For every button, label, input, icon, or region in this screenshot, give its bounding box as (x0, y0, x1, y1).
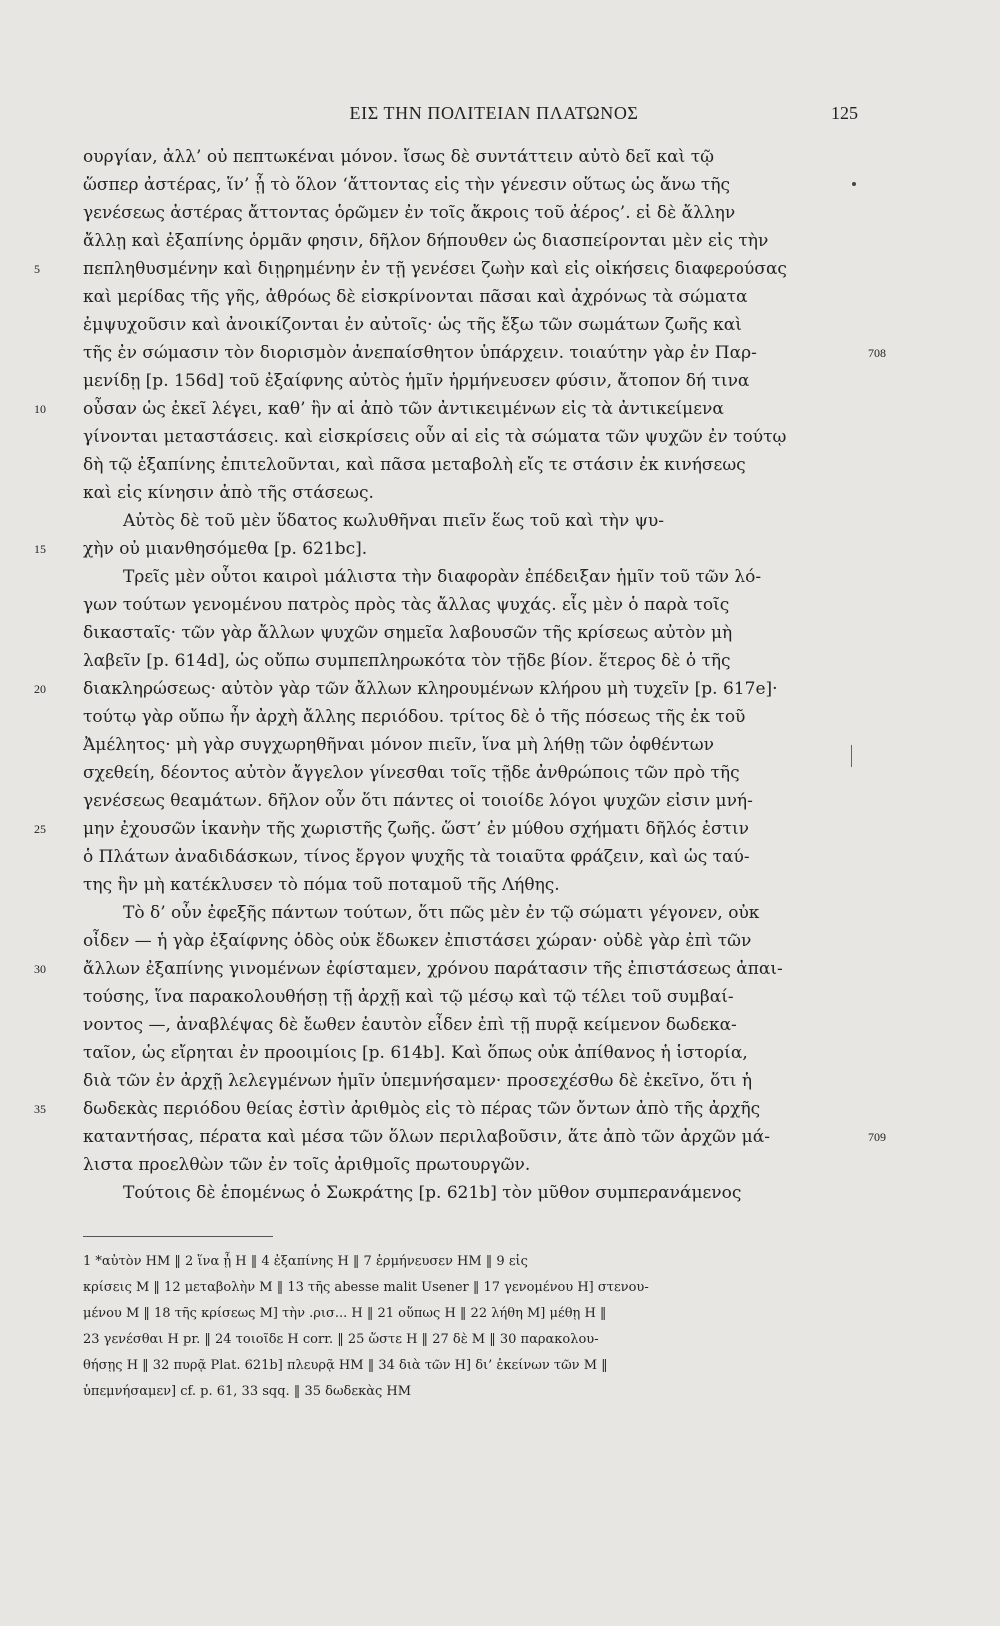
text-line: οὖσαν ὡς ἐκεῖ λέγει, καθ’ ἣν αἱ ἀπὸ τῶν ἀντικειμένων εἰς τὰ ἀντικείμενα (83, 399, 724, 419)
text-line: Τούτοις δὲ ἑπομένως ὁ Σωκράτης [p. 621b] τὸν μῦθον συμπερανάμενος (123, 1183, 742, 1203)
text-line: λαβεῖν [p. 614d], ὡς οὔπω συμπεπληρωκότα τὸν τῇδε βίον. ἕτερος δὲ ὁ τῆς (83, 651, 731, 671)
text-line: ὥσπερ ἀστέρας, ἵν’ ᾖ τὸ ὅλον ‘ἄττοντας εἰς τὴν γένεσιν οὕτως ὡς ἄνω τῆς (83, 175, 731, 195)
footnote-line: κρίσεις M ‖ 12 μεταβολὴν M ‖ 13 τῆς abesse malit Usener ‖ 17 γενομένου H] στενου- (83, 1280, 649, 1295)
text-line: Ἀμέλητος· μὴ γὰρ συγχωρηθῆναι μόνον πιεῖν, ἵνα μὴ λήθῃ τῶν ὀφθέντων (83, 735, 714, 755)
margin-reference: 709 (868, 1130, 886, 1144)
text-line: καὶ μερίδας τῆς γῆς, ἀθρόως δὲ εἰσκρίνονται πᾶσαι καὶ ἀχρόνως τὰ σώματα (83, 287, 748, 307)
footnote-line: 23 γενέσθαι H pr. ‖ 24 τοιοῖδε H corr. ‖ 25 ὥστε H ‖ 27 δὲ M ‖ 30 παρακολου- (83, 1332, 599, 1347)
line-number: 15 (34, 542, 46, 556)
text-line: γενέσεως θεαμάτων. δῆλον οὖν ὅτι πάντες οἱ τοιοίδε λόγοι ψυχῶν εἰσιν μνή- (83, 791, 753, 811)
text-line: σχεθείη, δέοντος αὐτὸν ἄγγελον γίνεσθαι τοῖς τῇδε ἀνθρώποις τῶν πρὸ τῆς (83, 763, 740, 783)
text-line: ἐμψυχοῦσιν καὶ ἀνοικίζονται ἐν αὐτοῖς· ὡς τῆς ἔξω τῶν σωμάτων ζωῆς καὶ (83, 315, 742, 335)
text-line: ταῖον, ὡς εἴρηται ἐν προοιμίοις [p. 614b]. Καὶ ὅπως οὐκ ἀπίθανος ἡ ἱστορία, (83, 1043, 748, 1063)
text-line: ουργίαν, ἀλλ’ οὐ πεπτωκέναι μόνον. ἴσως δὲ συντάττειν αὐτὸ δεῖ καὶ τῷ (83, 147, 714, 167)
margin-reference: 708 (868, 346, 886, 360)
line-number: 30 (34, 962, 46, 976)
footnote-line: 1 *αὑτὸν HM ‖ 2 ἵνα ᾖ H ‖ 4 ἐξαπίνης H ‖ 7 ἑρμήνευσεν HM ‖ 9 εἰς (83, 1254, 528, 1269)
text-line: δικασταῖς· τῶν γὰρ ἄλλων ψυχῶν σημεῖα λαβουσῶν τῆς κρίσεως αὐτὸν μὴ (83, 623, 733, 643)
line-number: 20 (34, 682, 46, 696)
text-line: χὴν οὐ μιανθησόμεθα [p. 621bc]. (83, 539, 368, 559)
text-line: ἄλλῃ καὶ ἐξαπίνης ὁρμᾶν φησιν, δῆλον δήπουθεν ὡς διασπείρονται μὲν εἰς τὴν (83, 231, 769, 251)
footnote-rule (83, 1236, 273, 1237)
running-head: ΕΙΣ ΤΗΝ ΠΟΛΙΤΕΙΑΝ ΠΛΑΤΩΝΟΣ (349, 103, 639, 123)
text-line: γίνονται μεταστάσεις. καὶ εἰσκρίσεις οὖν αἱ εἰς τὰ σώματα τῶν ψυχῶν ἐν τούτῳ (83, 427, 787, 447)
line-number: 10 (34, 402, 46, 416)
page-number: 125 (831, 103, 858, 123)
text-line: ὁ Πλάτων ἀναδιδάσκων, τίνος ἔργον ψυχῆς τὰ τοιαῦτα φράζειν, καὶ ὡς ταύ- (83, 847, 750, 867)
text-line: δωδεκὰς περιόδου θείας ἐστὶν ἀριθμὸς εἰς τὸ πέρας τῶν ὄντων ἀπὸ τῆς ἀρχῆς (83, 1099, 761, 1119)
text-line: γων τούτων γενομένου πατρὸς πρὸς τὰς ἄλλας ψυχάς. εἷς μὲν ὁ παρὰ τοῖς (83, 595, 730, 615)
text-line: Τρεῖς μὲν οὗτοι καιροὶ μάλιστα τὴν διαφορὰν ἐπέδειξαν ἡμῖν τοῦ τῶν λό- (123, 567, 762, 587)
text-line: γενέσεως ἀστέρας ἄττοντας ὁρῶμεν ἐν τοῖς ἄκροις τοῦ ἀέρος’. εἰ δὲ ἄλλην (83, 203, 736, 223)
text-line: τῆς ἐν σώμασιν τὸν διορισμὸν ἀνεπαίσθητον ὑπάρχειν. τοιαύτην γὰρ ἐν Παρ- (83, 343, 757, 363)
text-line: της ἣν μὴ κατέκλυσεν τὸ πόμα τοῦ ποταμοῦ τῆς Λήθης. (83, 875, 560, 895)
line-number: 35 (34, 1102, 46, 1116)
line-number: 25 (34, 822, 46, 836)
text-line: μην ἐχουσῶν ἱκανὴν τῆς χωριστῆς ζωῆς. ὥστ’ ἐν μύθου σχήματι δῆλός ἐστιν (83, 819, 749, 839)
text-line: Αὐτὸς δὲ τοῦ μὲν ὕδατος κωλυθῆναι πιεῖν ἕως τοῦ καὶ τὴν ψυ- (123, 511, 664, 531)
text-line: οἶδεν — ἡ γὰρ ἐξαίφνης ὁδὸς οὐκ ἔδωκεν ἐπιστάσει χώραν· οὐδὲ γὰρ ἐπὶ τῶν (83, 931, 752, 951)
text-line: νοντος —, ἀναβλέψας δὲ ἔωθεν ἑαυτὸν εἶδεν ἐπὶ τῇ πυρᾷ κείμενον δωδεκα- (83, 1015, 737, 1035)
text-line: μενίδῃ [p. 156d] τοῦ ἐξαίφνης αὐτὸς ἡμῖν ἡρμήνευσεν φύσιν, ἄτοπον δή τινα (83, 371, 750, 391)
text-line: δὴ τῷ ἐξαπίνης ἐπιτελοῦνται, καὶ πᾶσα μεταβολὴ εἴς τε στάσιν ἐκ κινήσεως (83, 455, 746, 475)
text-line: Τὸ δ’ οὖν ἐφεξῆς πάντων τούτων, ὅτι πῶς μὲν ἐν τῷ σώματι γέγονεν, οὐκ (123, 903, 760, 923)
line-number: 5 (34, 262, 40, 276)
footnote-line: μένου M ‖ 18 τῆς κρίσεως M] τὴν .ρισ... H ‖ 21 οὕπως H ‖ 22 λήθη M] μέθῃ H ‖ (83, 1306, 607, 1321)
text-line: τούτῳ γὰρ οὔπω ἦν ἀρχὴ ἄλλης περιόδου. τρίτος δὲ ὁ τῆς πόσεως τῆς ἐκ τοῦ (83, 707, 746, 727)
text-line: καὶ εἰς κίνησιν ἀπὸ τῆς στάσεως. (83, 483, 374, 503)
text-line: διὰ τῶν ἐν ἀρχῇ λελεγμένων ἡμῖν ὑπεμνήσαμεν· προσεχέσθω δὲ ἐκεῖνο, ὅτι ἡ (83, 1071, 753, 1091)
text-line: διακληρώσεως· αὐτὸν γὰρ τῶν ἄλλων κληρουμένων κλήρου μὴ τυχεῖν [p. 617e]· (83, 679, 778, 699)
footnote-line: ὑπεμνήσαμεν] cf. p. 61, 33 sqq. ‖ 35 δωδεκὰς HM (83, 1384, 412, 1399)
text-line: ἄλλων ἐξαπίνης γινομένων ἐφίσταμεν, χρόνου παράτασιν τῆς ἐπιστάσεως ἀπαι- (83, 959, 783, 979)
text-line: τούσης, ἵνα παρακολουθήσῃ τῇ ἀρχῇ καὶ τῷ μέσῳ καὶ τῷ τέλει τοῦ συμβαί- (83, 987, 734, 1007)
text-line: λιστα προελθὼν τῶν ἐν τοῖς ἀριθμοῖς πρωτουργῶν. (83, 1155, 531, 1175)
text-line: πεπληθυσμένην καὶ διῃρημένην ἐν τῇ γενέσει ζωὴν καὶ εἰς οἰκήσεις διαφερούσας (83, 259, 787, 279)
text-line: καταντήσας, πέρατα καὶ μέσα τῶν ὅλων περιλαβοῦσιν, ἅτε ἀπὸ τῶν ἀρχῶν μά- (83, 1127, 770, 1147)
footnote-line: θήσῃς H ‖ 32 πυρᾷ Plat. 621b] πλευρᾷ HM ‖ 34 διὰ τῶν H] δι’ ἐκείνων τῶν M ‖ (83, 1358, 608, 1373)
